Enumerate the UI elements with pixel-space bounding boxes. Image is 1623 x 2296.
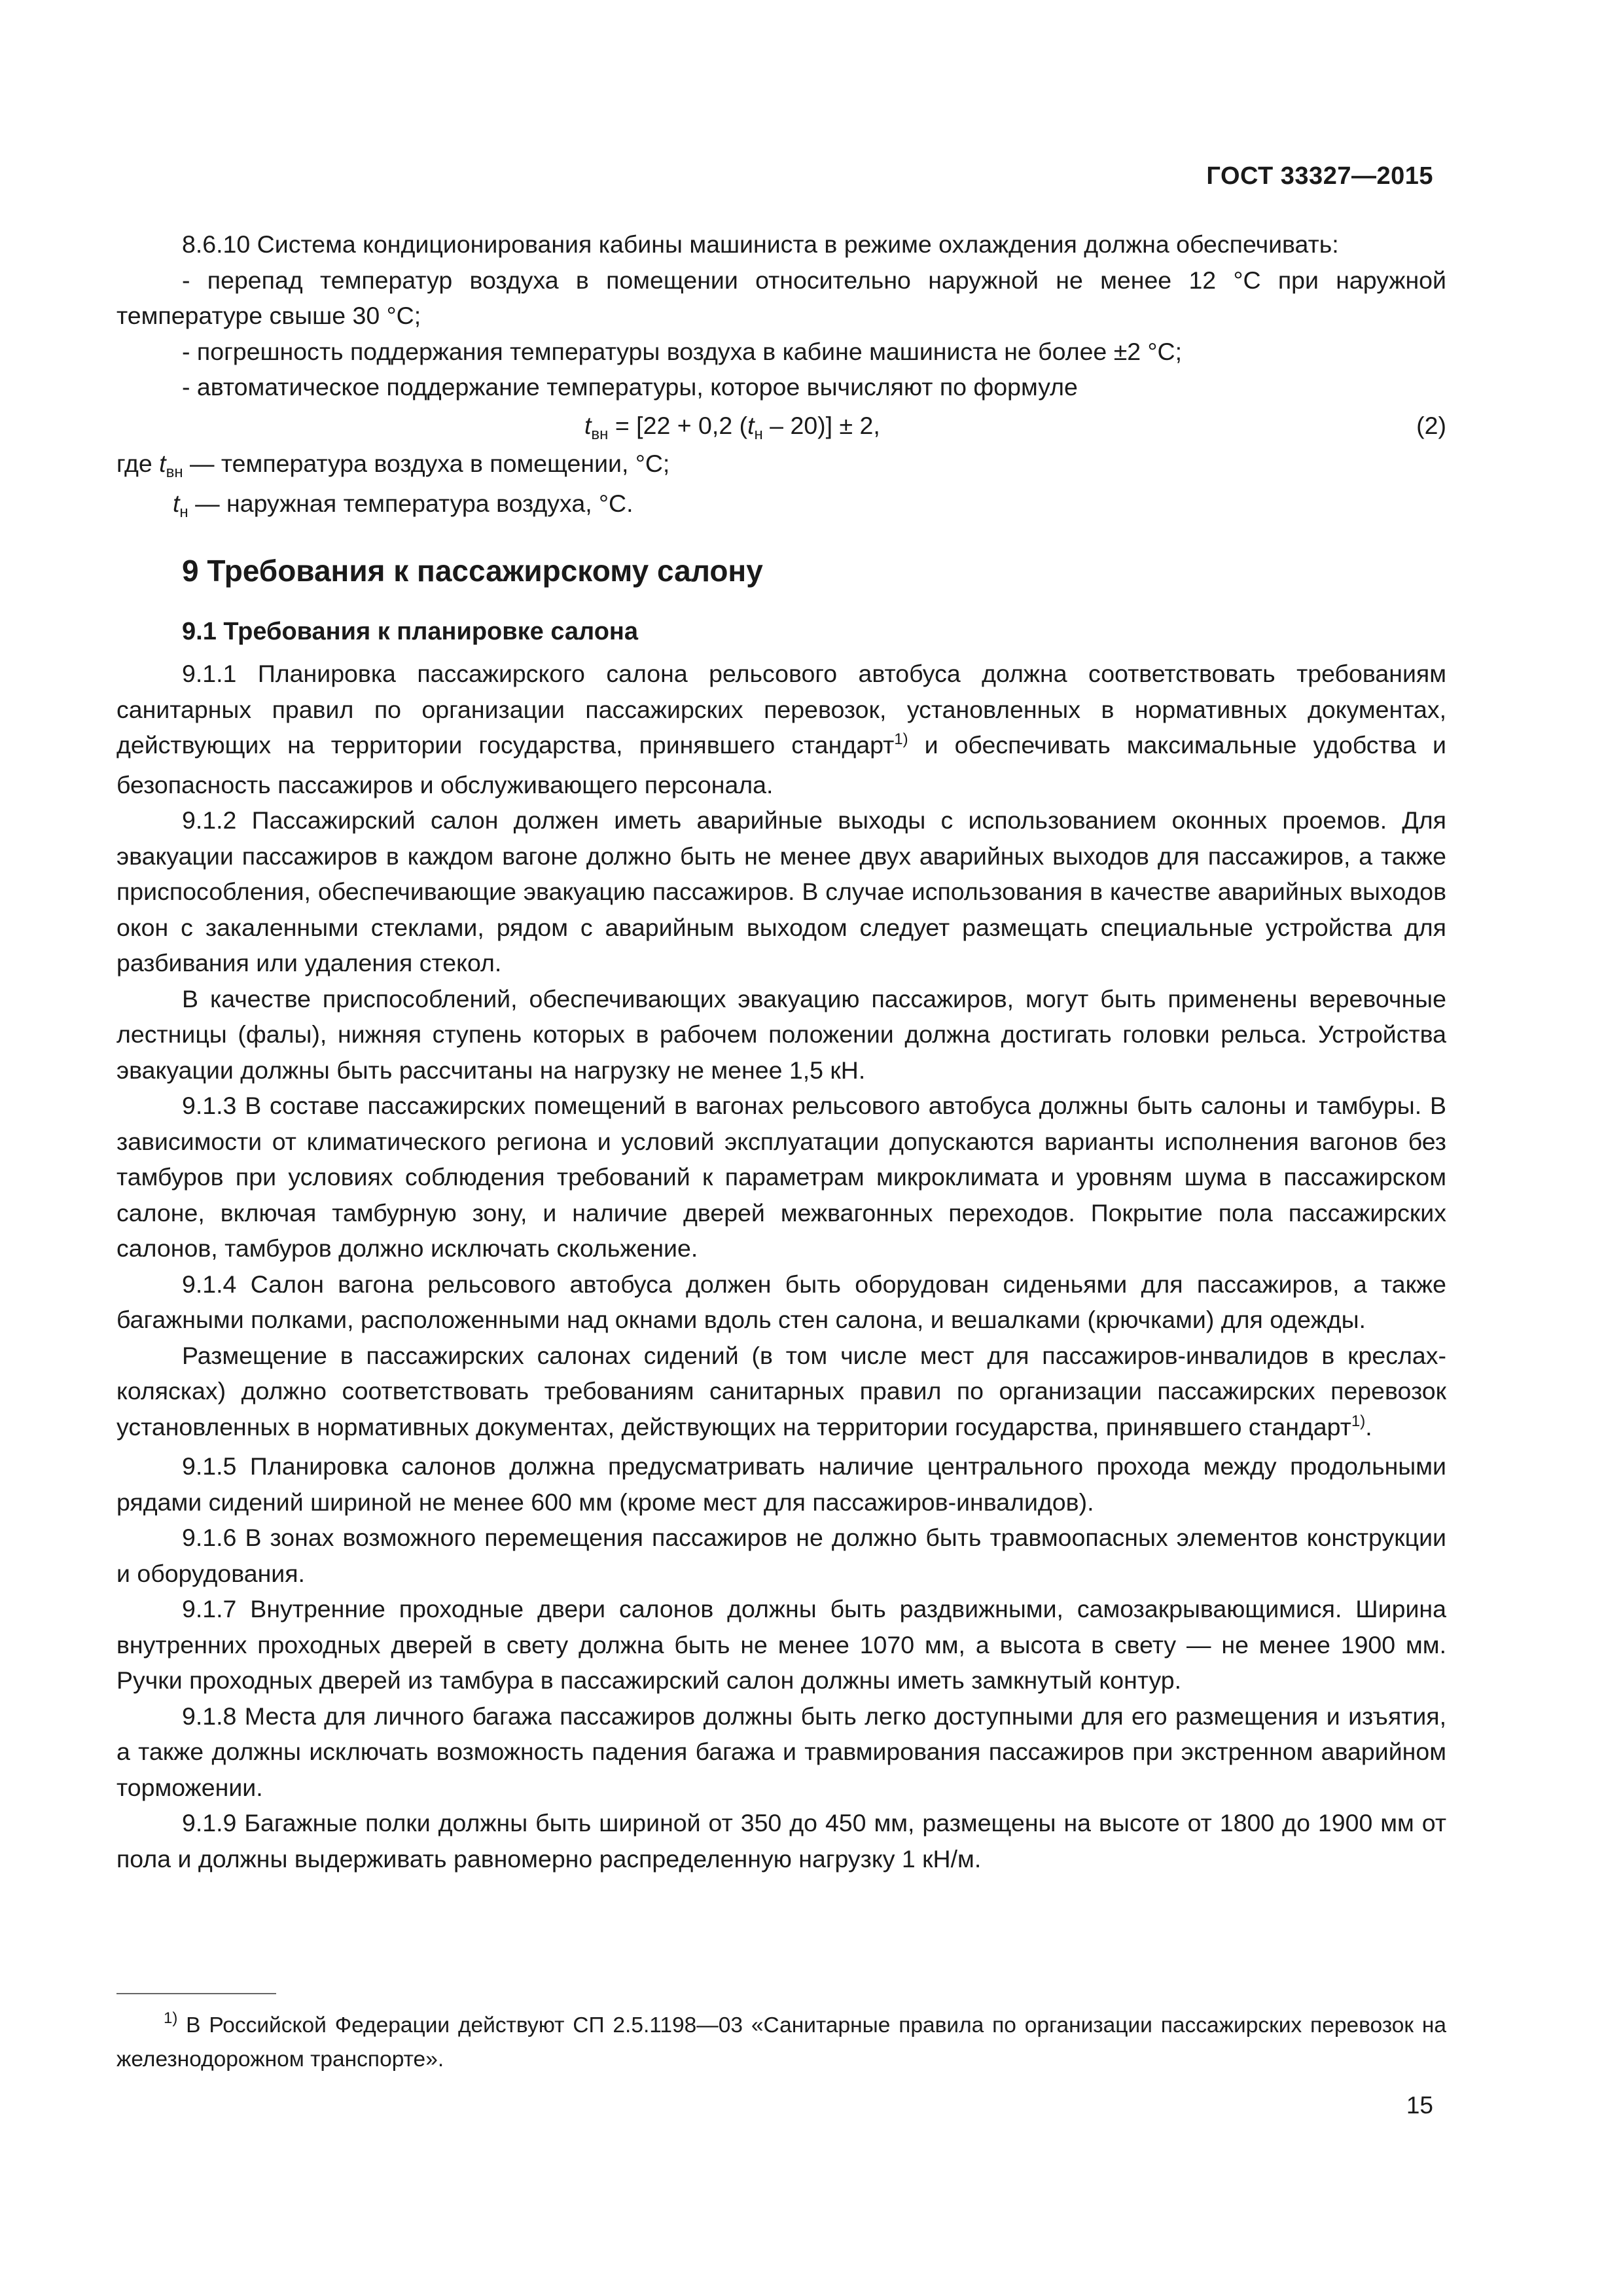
list-item: - погрешность поддержания температуры воздуха в кабине машиниста не более ±2 °С; bbox=[182, 337, 1183, 365]
formula-variable: t bbox=[159, 450, 166, 477]
formula-subscript: вн bbox=[591, 425, 609, 443]
page-content bbox=[116, 226, 1446, 1876]
paragraph-9-1-9: 9.1.9 Багажные полки должны быть шириной от 350 до 450 мм, размещены на высоте от 1800 до 1900 мм от пола и должны выдерживать равномерно распределенную нагрузку 1 кН/м. bbox=[116, 1809, 1446, 1873]
formula-row bbox=[116, 408, 1446, 444]
paragraph-9-1-5: 9.1.5 Планировка салонов должна предусматривать наличие центрального прохода между продольными рядами сидений шириной не менее 600 мм (кроме мест для пассажиров-инвалидов). bbox=[116, 1452, 1446, 1516]
formula-variable: t bbox=[584, 411, 592, 439]
paragraph-9-1-4-continued bbox=[116, 1338, 1446, 1449]
page-number: 15 bbox=[1406, 2092, 1433, 2119]
footnote-reference[interactable]: 1) bbox=[1351, 1412, 1366, 1430]
standard-code: ГОСТ 33327—2015 bbox=[1206, 162, 1433, 190]
paragraph-9-1-6: 9.1.6 В зонах возможного перемещения пассажиров не должно быть травмоопасных элементов конструкции и оборудования. bbox=[116, 1524, 1446, 1587]
paragraph-text: и обеспечивать максимальные удобства и безопасность пассажиров и обслуживающего персонала. bbox=[116, 731, 1446, 798]
formula-subscript: н bbox=[754, 425, 763, 443]
formula-subscript: н bbox=[179, 503, 188, 521]
formula bbox=[584, 408, 880, 448]
where-text: — температура воздуха в помещении, °С; bbox=[183, 450, 670, 477]
footnote-text: В Российской Федерации действуют СП 2.5.1198—03 «Санитарные правила по организации пассажирских перевозок на железнодорожном транспорте». bbox=[116, 2013, 1446, 2072]
paragraph-9-1-7: 9.1.7 Внутренние проходные двери салонов должны быть раздвижными, самозакрывающимися. Ширина внутренних проходных дверей в свету должна быть не менее 1070 мм, а высота в свету — не менее 1900 мм. Ручки проходных дверей из тамбура в пассажирский салон должны иметь замкнутый контур. bbox=[116, 1595, 1446, 1694]
where-text: — наружная температура воздуха, °С. bbox=[188, 489, 633, 517]
footnote bbox=[116, 2009, 1446, 2075]
paragraph-9-1-8: 9.1.8 Места для личного багажа пассажиров должны быть легко доступными для его размещения и изъятия, а также должны исключать возможность падения багажа и травмирования пассажиров при экстренном аварийном торможении. bbox=[116, 1702, 1446, 1801]
footnote-mark: 1) bbox=[164, 2009, 178, 2027]
paragraph-9-1-3: 9.1.3 В составе пассажирских помещений в вагонах рельсового автобуса должны быть салоны и тамбуры. В зависимости от климатического региона и условий эксплуатации допускаются варианты исполнения вагонов без тамбуров при условиях соблюдения требований к параметрам микроклимата и уровням шума в пассажирском салоне, включая тамбурную зону, и наличие дверей межвагонных переходов. Покрытие пола пассажирских салонов, тамбуров должно исключать скольжение. bbox=[116, 1092, 1446, 1262]
formula-subscript: вн bbox=[166, 463, 183, 481]
formula-explanation bbox=[116, 446, 1446, 486]
paragraph-text: . bbox=[1365, 1412, 1372, 1441]
formula-explanation bbox=[173, 486, 1446, 526]
paragraph-8-6-10: 8.6.10 Система кондиционирования кабины машиниста в режиме охлаждения должна обеспечивать: bbox=[182, 230, 1339, 258]
formula-text: – 20)] ± 2, bbox=[762, 411, 880, 439]
list-item: - перепад температур воздуха в помещении относительно наружной не менее 12 °С при наружной температуре свыше 30 °С; bbox=[116, 266, 1446, 329]
paragraph-text: Размещение в пассажирских салонах сидений (в том числе мест для пассажиров-инвалидов в креслах-колясках) должно соответствовать требованиям санитарных правил по организации пассажирских перевозок установленных в нормативных документах, действующих на территории государства, принявшего стандарт bbox=[116, 1341, 1446, 1441]
subsection-heading: 9.1 Требования к планировке салона bbox=[182, 618, 638, 645]
paragraph-9-1-2: 9.1.2 Пассажирский салон должен иметь аварийные выходы с использованием оконных проемов. Для эвакуации пассажиров в каждом вагоне должно быть не менее двух аварийных выходов для пассажиров, а также приспособления, обеспечивающие эвакуацию пассажиров. В случае использования в качестве аварийных выходов окон с закаленными стеклами, рядом с аварийным выходом следует размещать специальные устройства для разбивания или удаления стекол. bbox=[116, 806, 1446, 977]
footnote-separator bbox=[116, 1993, 276, 1994]
list-item: - автоматическое поддержание температуры, которое вычисляют по формуле bbox=[182, 373, 1078, 401]
section-heading: 9 Требования к пассажирскому салону bbox=[182, 554, 763, 588]
paragraph-9-1-1 bbox=[116, 656, 1446, 802]
footnote-reference[interactable]: 1) bbox=[894, 730, 908, 748]
where-prefix: где bbox=[116, 450, 160, 477]
formula-number: (2) bbox=[1416, 411, 1446, 439]
paragraph-text: 9.1.1 Планировка пассажирского салона рельсового автобуса должна соответствовать требованиям санитарных правил по организации пассажирских перевозок, установленных в нормативных документах, действующих на территории государства, принявшего стандарт bbox=[116, 660, 1446, 759]
paragraph-9-1-4: 9.1.4 Салон вагона рельсового автобуса должен быть оборудован сиденьями для пассажиров, а также багажными полками, расположенными над окнами вдоль стен салона, и вешалками (крючками) для одежды. bbox=[116, 1270, 1446, 1333]
formula-variable: t bbox=[173, 489, 180, 517]
paragraph-9-1-2-continued: В качестве приспособлений, обеспечивающих эвакуацию пассажиров, могут быть применены веревочные лестницы (фалы), нижняя ступень которых в рабочем положении должна достигать головки рельса. Устройства эвакуации должны быть рассчитаны на нагрузку не менее 1,5 кН. bbox=[116, 984, 1446, 1084]
formula-text: = [22 + 0,2 ( bbox=[608, 411, 748, 439]
formula-variable: t bbox=[747, 411, 755, 439]
